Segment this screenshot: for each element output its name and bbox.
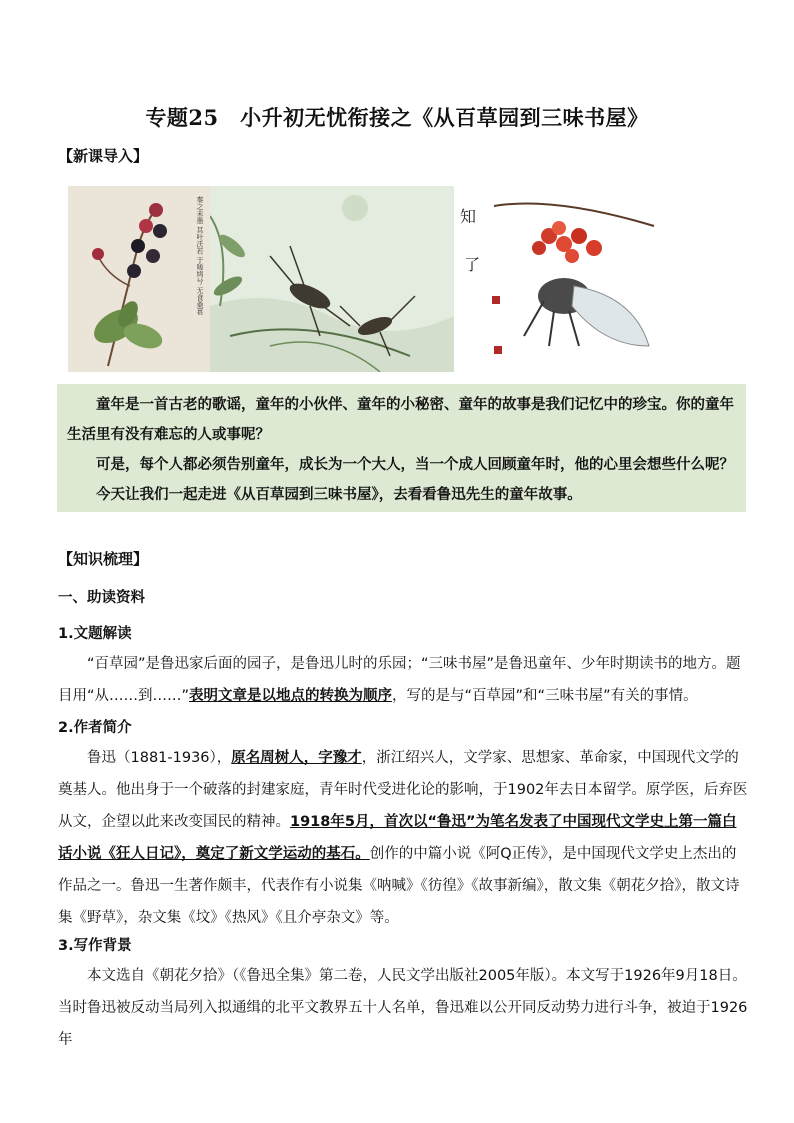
author-intro-text: [58, 742, 748, 934]
cricket-painting: [210, 186, 454, 372]
illustration-strip: [68, 186, 660, 372]
intro-paragraph-2: 可是，每个人都必须告别童年，成长为一个大人，当一个成人回顾童年时，他的心里会想些什么呢？: [96, 457, 734, 473]
author-emphasis-2: 1918年5月，首次以“鲁迅”为笔名发表了中国现代文学史上第一篇白话小说《狂人日记》，奠定了新文学运动的基石。: [58, 814, 737, 862]
author-emphasis-1: 原名周树人，字豫才: [231, 750, 362, 766]
background-heading: 3.写作背景: [58, 938, 132, 954]
background-paragraph: 本文选自《朝花夕拾》（《鲁迅全集》第二卷，人民文学出版社2005年版）。本文写于1926年9月18日。当时鲁迅被反动当局列入拟通缉的北平文教界五十人名单，鲁迅难以公开同反动势力进行斗争，被迫于1926年: [58, 968, 748, 1048]
cicada-char-le: 了: [464, 255, 481, 274]
author-text-2: ，浙江绍兴人，文学家、思想家、革命家，中国现代文学的奠基人。他出身于一个破落的封建家庭，青年时代受进化论的影响，于1902年去日本留学。原学医，后弃医从文，企望以此来改变国民的精神。: [58, 750, 748, 830]
title-interpretation-heading: 1.文题解读: [58, 626, 132, 642]
intro-paragraph-1: 童年是一首古老的歌谣，童年的小伙伴、童年的小秘密、童年的故事是我们记忆中的珍宝。你的童年生活里有没有难忘的人或事呢？: [67, 397, 734, 443]
background-text: [58, 960, 748, 1056]
cicada-painting: [454, 186, 660, 372]
title-interpretation-text: [58, 648, 748, 712]
intro-box: [57, 384, 746, 512]
author-text-3: 创作的中篇小说《阿Q正传》，是中国现代文学史上杰出的作品之一。鲁迅一生著作颇丰，代表作有小说集《呐喊》《彷徨》《故事新编》，散文集《朝花夕拾》，散文诗集《野草》，杂文集《坟》《热风》《且介亭杂文》等。: [58, 846, 740, 926]
title-interp-part-a: “百草园”是鲁迅家后面的园子，是鲁迅儿时的乐园；“三味书屋”是鲁迅童年、少年时期读书的地方。题目用“从……到……”: [58, 656, 741, 704]
title-interp-emphasis: 表明文章是以地点的转换为顺序: [189, 688, 393, 704]
page-title: 专题25 小升初无忧衔接之《从百草园到三味书屋》: [145, 105, 649, 130]
part-one-heading: 一、助读资料: [58, 590, 145, 606]
intro-paragraph-3: 今天让我们一起走进《从百草园到三味书屋》，去看看鲁迅先生的童年故事。: [96, 487, 582, 503]
section-knowledge-heading: 【知识梳理】: [58, 550, 149, 568]
title-interp-part-b: ，写的是与“百草园”和“三味书屋”有关的事情。: [392, 688, 698, 704]
author-intro-heading: 2.作者简介: [58, 720, 132, 736]
section-intro-heading: 【新课导入】: [58, 147, 149, 165]
cicada-char-zhi: 知: [460, 207, 477, 226]
poem-text: 秦之未墨 其叶沃若 于嗟鸠兮 无食桑葚: [196, 196, 204, 315]
author-text-1: 鲁迅（1881-1936），: [87, 750, 232, 766]
mulberry-painting: [68, 186, 210, 372]
